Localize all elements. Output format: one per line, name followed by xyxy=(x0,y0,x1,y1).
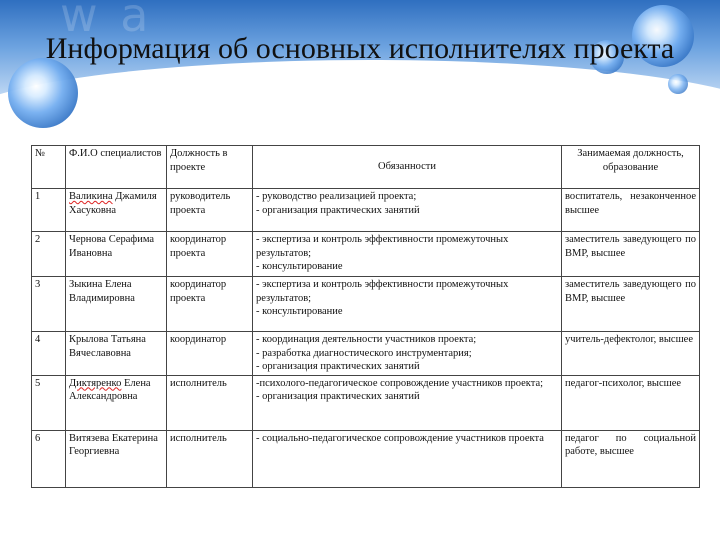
watermark-text: w a xyxy=(60,0,153,42)
cell-position: заместитель заведующего по ВМР, высшее xyxy=(562,277,700,332)
cell-position: заместитель заведующего по ВМР, высшее xyxy=(562,232,700,277)
header-role: Должность в проекте xyxy=(167,146,253,189)
cell-num: 2 xyxy=(32,232,66,277)
header-num: № xyxy=(32,146,66,189)
bubble-decoration-left xyxy=(8,58,78,128)
cell-fio: Крылова Татьяна Вячеславовна xyxy=(66,332,167,376)
bubble-decoration-right-tiny xyxy=(668,74,688,94)
cell-num: 6 xyxy=(32,430,66,487)
table-row xyxy=(32,332,700,376)
header-duties: Обязанности xyxy=(253,146,562,189)
cell-fio: Витязева Екатерина Георгиевна xyxy=(66,430,167,487)
table-row xyxy=(32,189,700,232)
table-header-row xyxy=(32,146,700,189)
cell-num: 1 xyxy=(32,189,66,232)
cell-role: руководитель проекта xyxy=(167,189,253,232)
cell-duties: - руководство реализацией проекта; - организация практических занятий xyxy=(253,189,562,232)
cell-duties: - экспертиза и контроль эффективности промежуточных результатов; - консультирование xyxy=(253,277,562,332)
cell-position: воспитатель, незаконченное высшее xyxy=(562,189,700,232)
cell-position: педагог по социальной работе, высшее xyxy=(562,430,700,487)
cell-role: координатор проекта xyxy=(167,277,253,332)
cell-fio: Диктяренко Елена Александровна xyxy=(66,375,167,430)
header-position: Занимаемая должность, образование xyxy=(562,146,700,189)
cell-num: 5 xyxy=(32,375,66,430)
cell-fio: Зыкина Елена Владимировна xyxy=(66,277,167,332)
cell-role: исполнитель xyxy=(167,430,253,487)
cell-role: координатор проекта xyxy=(167,232,253,277)
cell-duties: - экспертиза и контроль эффективности промежуточных результатов; - консультирование xyxy=(253,232,562,277)
table-row xyxy=(32,277,700,332)
table-row xyxy=(32,375,700,430)
table-row xyxy=(32,430,700,487)
header-fio: Ф.И.О специалистов xyxy=(66,146,167,189)
cell-duties: - социально-педагогическое сопровождение участников проекта xyxy=(253,430,562,487)
cell-position: учитель-дефектолог, высшее xyxy=(562,332,700,376)
cell-fio: Чернова Серафима Ивановна xyxy=(66,232,167,277)
cell-position: педагог-психолог, высшее xyxy=(562,375,700,430)
table-row xyxy=(32,232,700,277)
cell-num: 4 xyxy=(32,332,66,376)
executors-table xyxy=(31,145,700,488)
cell-duties: -психолого-педагогическое сопровождение участников проекта; - организация практических занятий xyxy=(253,375,562,430)
cell-role: исполнитель xyxy=(167,375,253,430)
slide-title: Информация об основных исполнителях проекта xyxy=(45,32,675,65)
cell-fio: Валикина Джамиля Хасуковна xyxy=(66,189,167,232)
cell-role: координатор xyxy=(167,332,253,376)
cell-duties: - координация деятельности участников проекта; - разработка диагностического инструментария; - организация практических занятий xyxy=(253,332,562,376)
cell-num: 3 xyxy=(32,277,66,332)
